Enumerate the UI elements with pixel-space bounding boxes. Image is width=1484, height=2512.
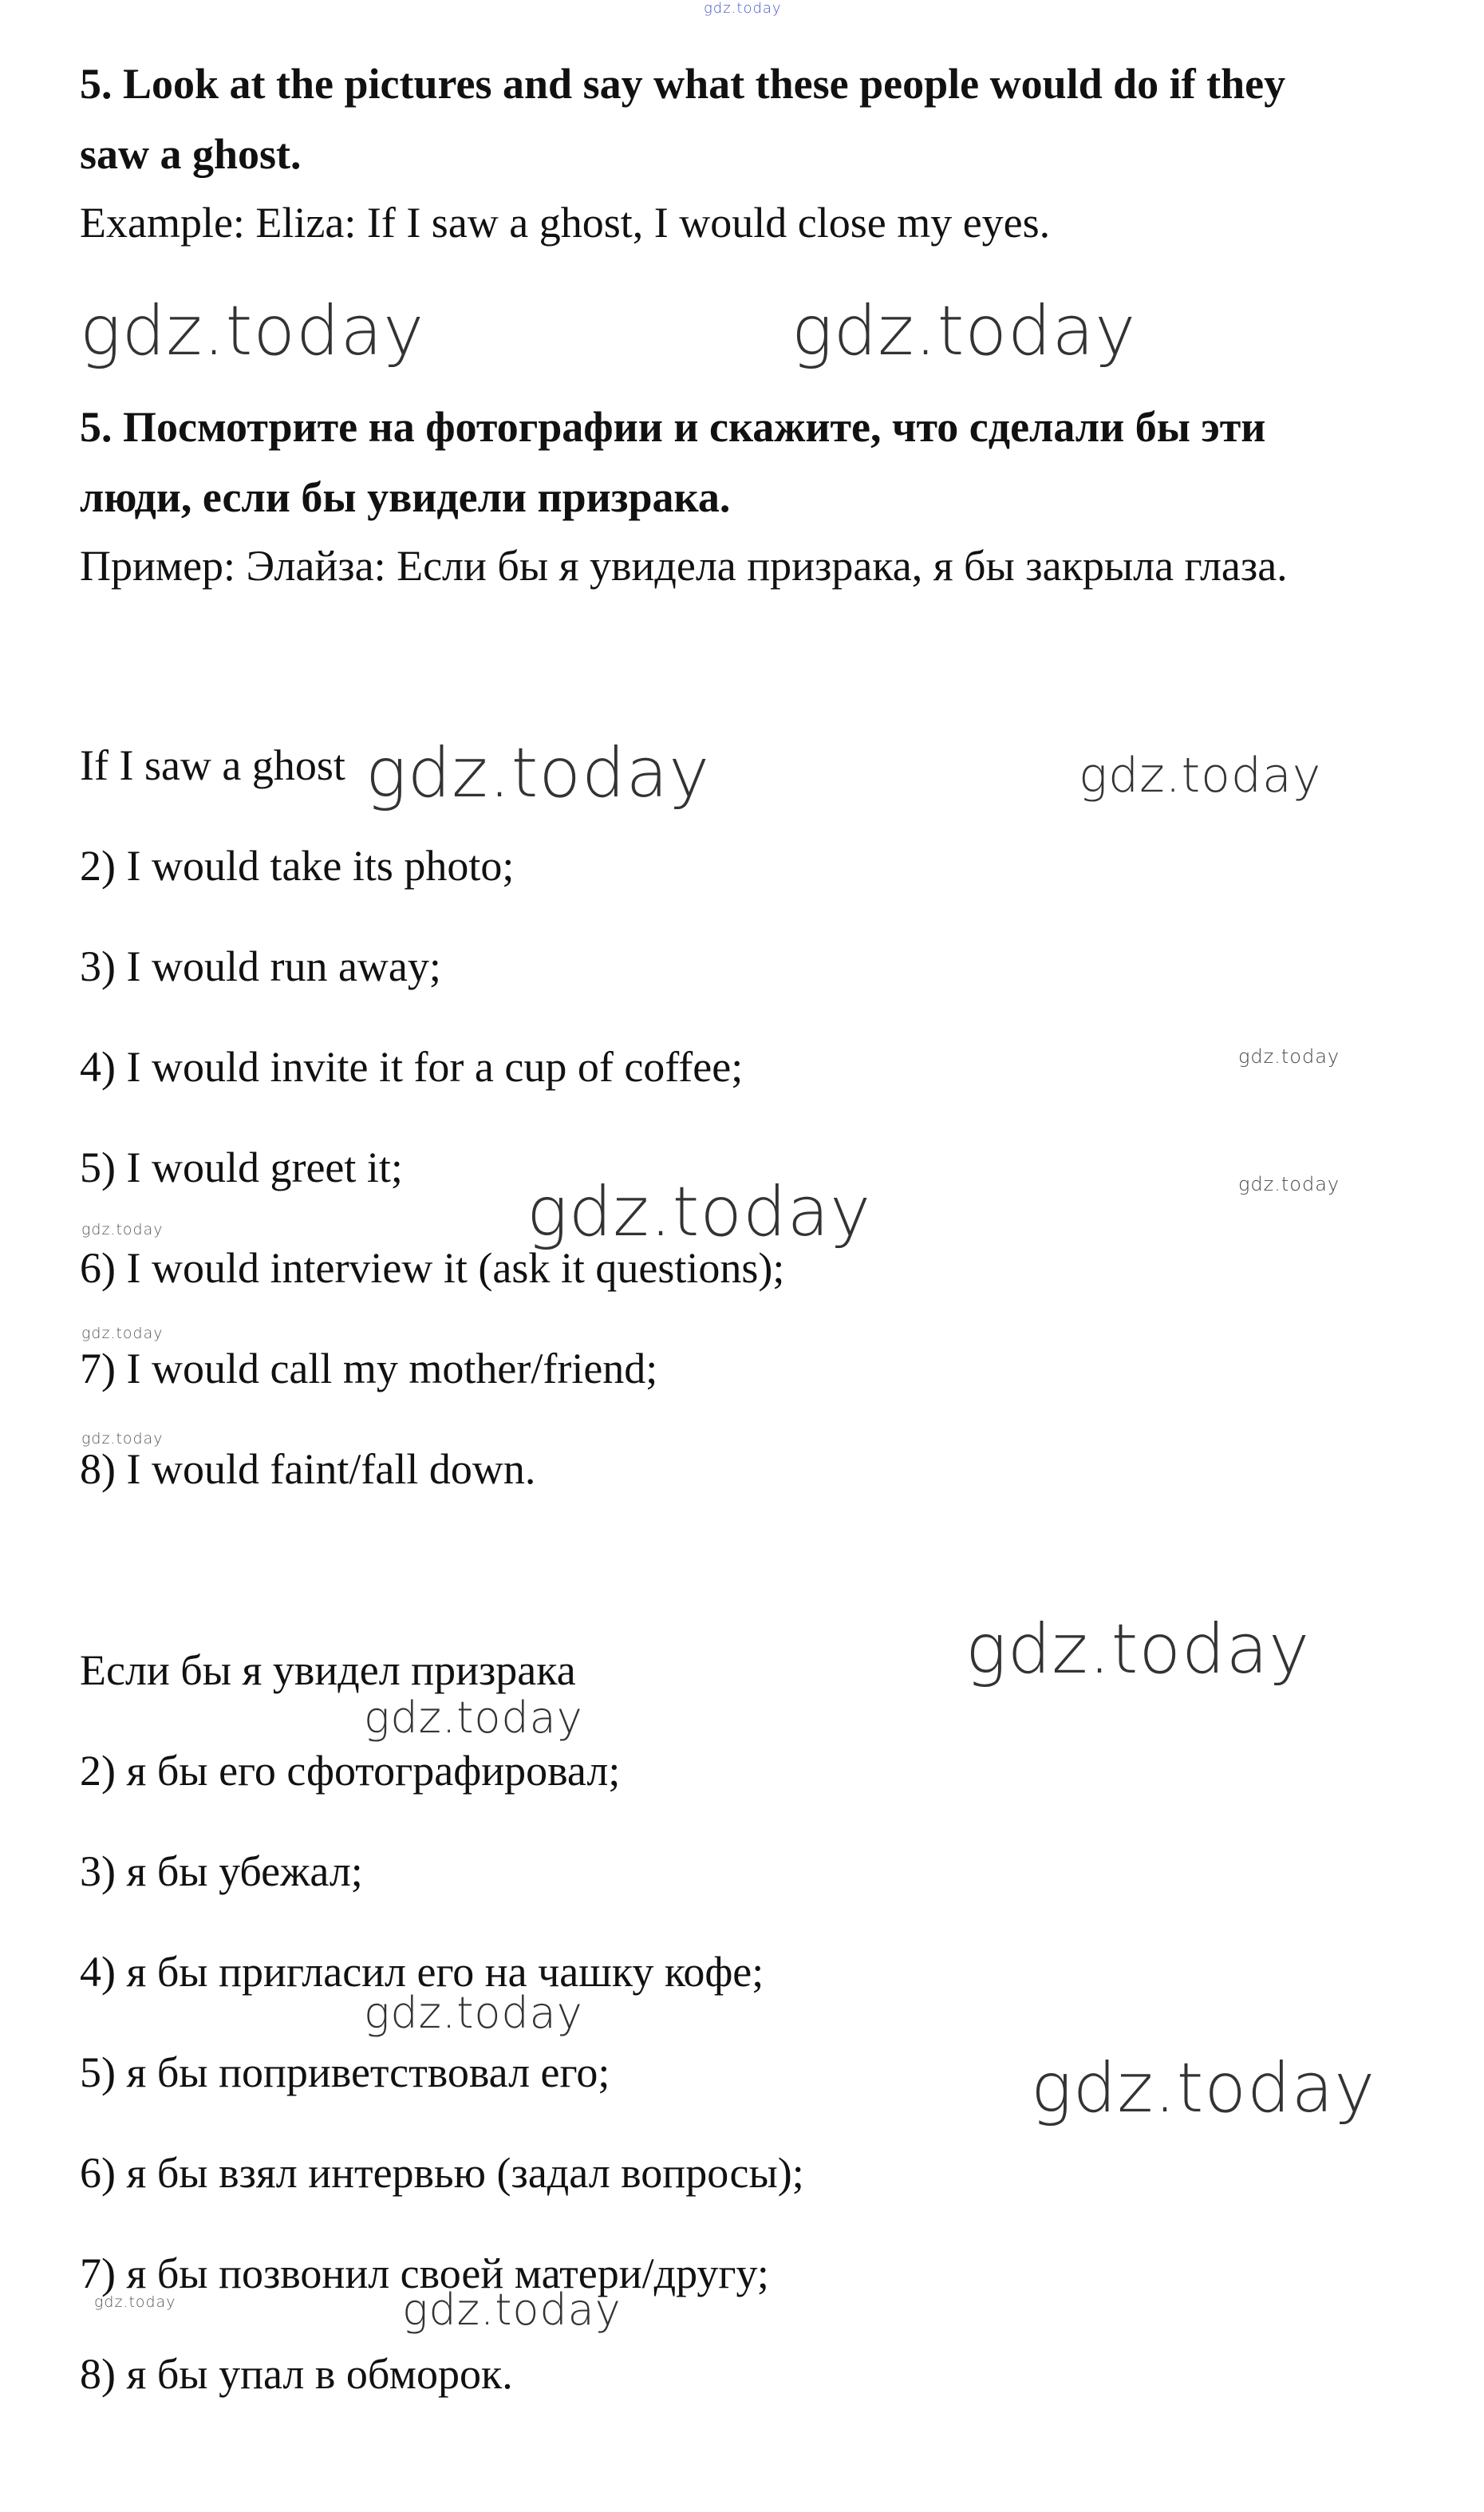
watermark: gdz.today bbox=[1079, 748, 1322, 804]
task-title-ru-line1: 5. Посмотрите на фотографии и скажите, что сделали бы эти bbox=[80, 403, 1266, 451]
answer-ru-item: 5) я бы поприветствовал его; bbox=[80, 2048, 610, 2096]
answer-en-item: 6) I would interview it (ask it questions); bbox=[80, 1244, 785, 1292]
answer-ru-item: 8) я бы упал в обморок. bbox=[80, 2350, 513, 2398]
answer-en-item: 4) I would invite it for a cup of coffee; bbox=[80, 1043, 744, 1091]
watermark: gdz.today bbox=[80, 291, 425, 371]
answer-ru-item: 7) я бы позвонил своей матери/другу; bbox=[80, 2249, 769, 2297]
watermark: gdz.today bbox=[81, 1430, 164, 1448]
answer-ru-item: 4) я бы пригласил его на чашку кофе; bbox=[80, 1948, 764, 1996]
watermark: gdz.today bbox=[527, 1172, 872, 1252]
answer-en-item: 3) I would run away; bbox=[80, 942, 441, 990]
watermark: gdz.today bbox=[965, 1609, 1311, 1689]
watermark: gdz.today bbox=[1238, 1045, 1340, 1068]
watermark: gdz.today bbox=[365, 733, 711, 813]
answer-ru-item: 2) я бы его сфотографировал; bbox=[80, 1747, 621, 1795]
task-title-ru-line2: люди, если бы увидели призрака. bbox=[80, 473, 731, 521]
watermark: gdz.today bbox=[81, 1325, 164, 1342]
watermark-top: gdz.today bbox=[704, 0, 782, 17]
answer-ru-item: 6) я бы взял интервью (задал вопросы); bbox=[80, 2149, 804, 2197]
answer-ru-item: 3) я бы убежал; bbox=[80, 1847, 363, 1895]
watermark: gdz.today bbox=[402, 2285, 622, 2335]
watermark: gdz.today bbox=[1238, 1173, 1340, 1195]
answer-en-item: 8) I would faint/fall down. bbox=[80, 1445, 536, 1493]
answer-en-item: 5) I would greet it; bbox=[80, 1143, 403, 1191]
watermark: gdz.today bbox=[791, 291, 1137, 371]
answers-en-heading: If I saw a ghost bbox=[80, 741, 345, 789]
task-title-en-line2: saw a ghost. bbox=[80, 130, 302, 178]
answer-en-item: 7) I would call my mother/friend; bbox=[80, 1345, 658, 1392]
watermark: gdz.today bbox=[364, 1692, 583, 1743]
task-example-ru: Пример: Элайза: Если бы я увидела призрака, я бы закрыла глаза. bbox=[80, 542, 1288, 590]
task-example-en: Example: Eliza: If I saw a ghost, I would close my eyes. bbox=[80, 199, 1051, 247]
watermark: gdz.today bbox=[364, 1988, 583, 2038]
answer-en-item: 2) I would take its photo; bbox=[80, 842, 515, 890]
watermark: gdz.today bbox=[1031, 2048, 1376, 2128]
watermark: gdz.today bbox=[81, 1221, 164, 1238]
answers-ru-heading: Если бы я увидел призрака bbox=[80, 1646, 576, 1694]
watermark: gdz.today bbox=[94, 2293, 176, 2311]
task-title-en-line1: 5. Look at the pictures and say what these people would do if they bbox=[80, 60, 1286, 108]
